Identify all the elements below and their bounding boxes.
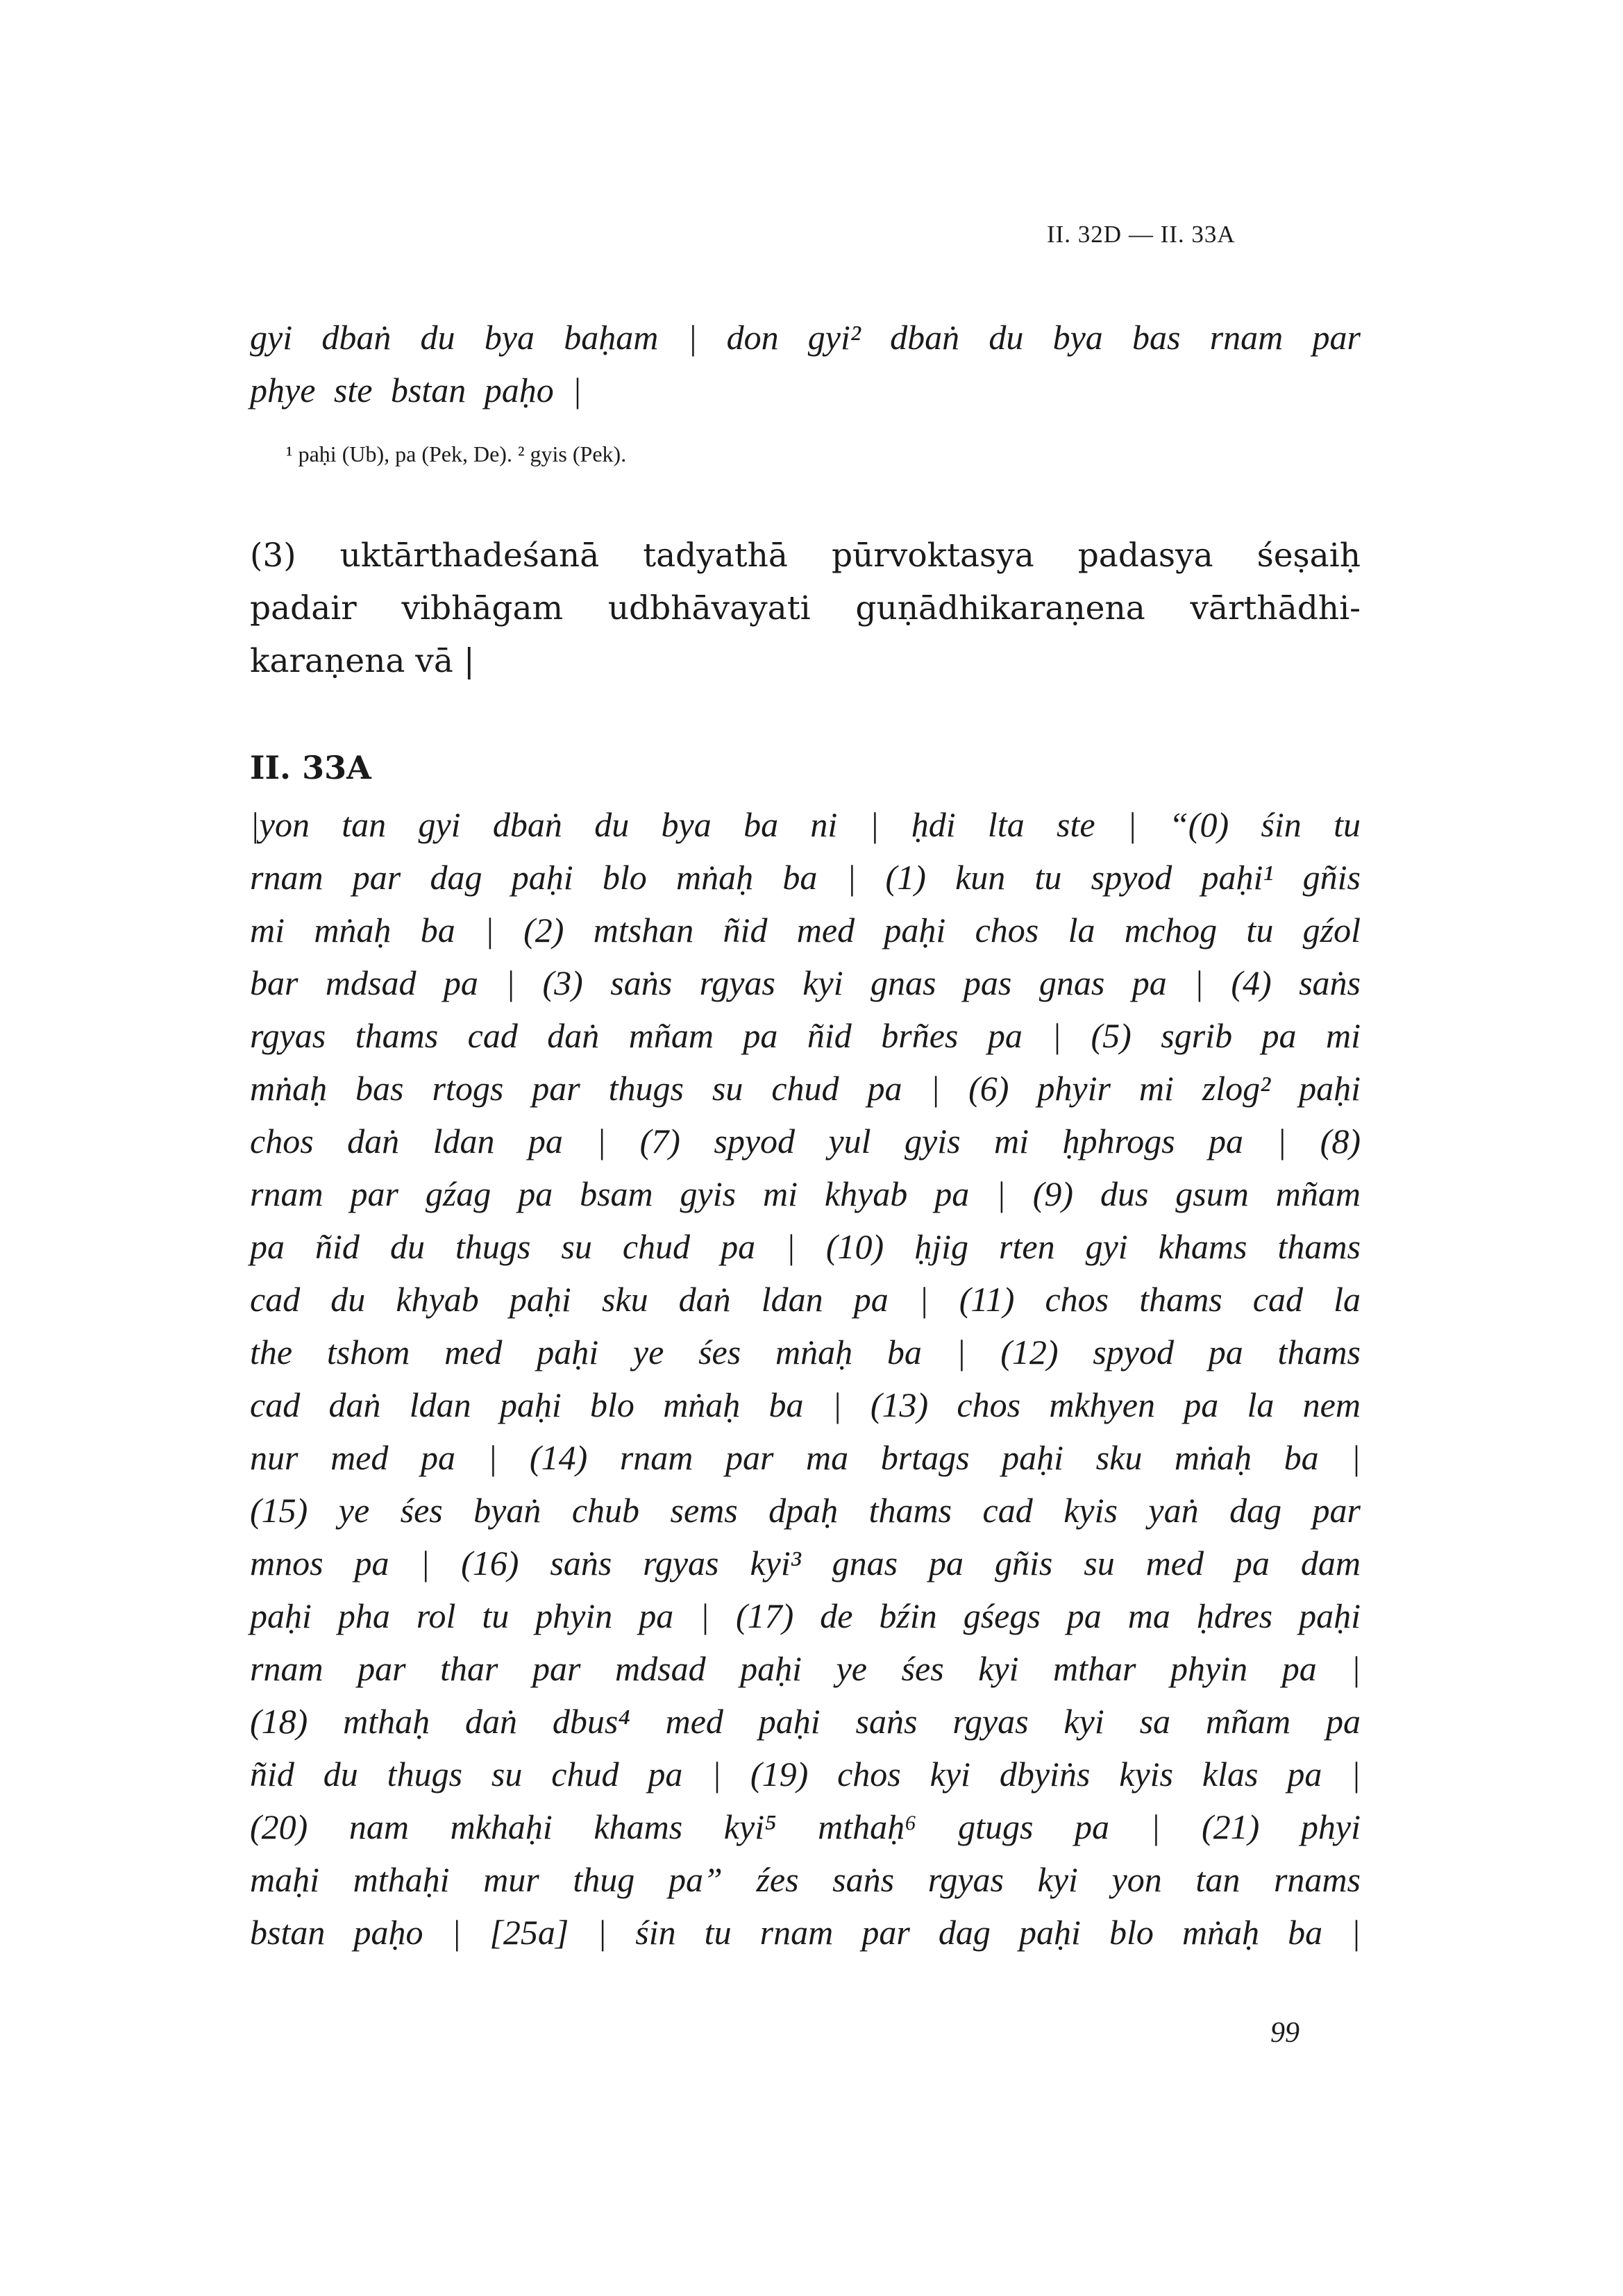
main-paragraph-text: [250, 798, 1361, 1959]
text-line: mnos pa | (16) saṅs rgyas kyi³ gnas pa gñis su med pa dam: [250, 1544, 1361, 1582]
top-paragraph: [250, 311, 1361, 416]
running-head: II. 32D — II. 33A: [1047, 221, 1236, 248]
footnotes: ¹ paḥi (Ub), pa (Pek, De). ² gyis (Pek).: [286, 441, 627, 466]
page-number: 99: [1270, 2017, 1300, 2049]
main-paragraph: [250, 798, 1361, 1959]
text-line: karaṇena vā |: [250, 642, 475, 680]
text-line: ñid du thugs su chud pa | (19) chos kyi dbyiṅs kyis klas pa |: [250, 1755, 1361, 1793]
text-line: rnam par gźag pa bsam gyis mi khyab pa | (9) dus gsum mñam: [250, 1174, 1361, 1213]
text-line: the tshom med paḥi ye śes mṅaḥ ba | (12) spyod pa thams: [250, 1333, 1361, 1371]
text-line: rnam par dag paḥi blo mṅaḥ ba | (1) kun tu spyod paḥi¹ gñis: [250, 858, 1361, 897]
text-line: chos daṅ ldan pa | (7) spyod yul gyis mi ḥphrogs pa | (8): [250, 1122, 1361, 1160]
text-line: cad du khyab paḥi sku daṅ ldan pa | (11) chos thams cad la: [250, 1280, 1361, 1319]
text-line: |yon tan gyi dbaṅ du bya ba ni | ḥdi lta ste | “(0) śin tu: [250, 805, 1361, 844]
text-line: phye ste bstan paḥo |: [250, 371, 582, 410]
text-line: (20) nam mkhaḥi khams kyi⁵ mthaḥ⁶ gtugs pa | (21) phyi: [250, 1807, 1361, 1846]
text-line: cad daṅ ldan paḥi blo mṅaḥ ba | (13) chos mkhyen pa la nem: [250, 1385, 1361, 1424]
text-line: rgyas thams cad daṅ mñam pa ñid brñes pa | (5) sgrib pa mi: [250, 1016, 1361, 1055]
text-line: (3) uktārthadeśanā tadyathā pūrvoktasya padasya śeṣaiḥ: [250, 537, 1361, 575]
text-line: (15) ye śes byaṅ chub sems dpaḥ thams cad kyis yaṅ dag par: [250, 1491, 1361, 1530]
text-line: paḥi pha rol tu phyin pa | (17) de bźin gśegs pa ma ḥdres paḥi: [250, 1596, 1361, 1635]
text-line: mi mṅaḥ ba | (2) mtshan ñid med paḥi chos la mchog tu gźol: [250, 911, 1361, 949]
top-paragraph-text: [250, 311, 1361, 416]
text-line: mṅaḥ bas rtogs par thugs su chud pa | (6) phyir mi zlog² paḥi: [250, 1069, 1361, 1108]
text-line: rnam par thar par mdsad paḥi ye śes kyi mthar phyin pa |: [250, 1649, 1361, 1688]
text-line: gyi dbaṅ du bya baḥam | don gyi² dbaṅ du bya bas rnam par: [250, 318, 1361, 357]
text-line: padair vibhāgam udbhāvayati guṇādhikaraṇena vārthādhi-: [250, 589, 1361, 627]
text-line: bstan paḥo | [25a] | śin tu rnam par dag paḥi blo mṅaḥ ba |: [250, 1913, 1361, 1952]
text-line: (18) mthaḥ daṅ dbus⁴ med paḥi saṅs rgyas kyi sa mñam pa: [250, 1702, 1361, 1741]
text-line: maḥi mthaḥi mur thug pa” źes saṅs rgyas kyi yon tan rnams: [250, 1860, 1361, 1899]
section-heading: II. 33A: [250, 749, 371, 786]
sanskrit-paragraph: [250, 530, 1361, 688]
text-line: nur med pa | (14) rnam par ma brtags paḥi sku mṅaḥ ba |: [250, 1438, 1361, 1477]
text-line: pa ñid du thugs su chud pa | (10) ḥjig rten gyi khams thams: [250, 1227, 1361, 1266]
text-line: bar mdsad pa | (3) saṅs rgyas kyi gnas pas gnas pa | (4) saṅs: [250, 963, 1361, 1002]
